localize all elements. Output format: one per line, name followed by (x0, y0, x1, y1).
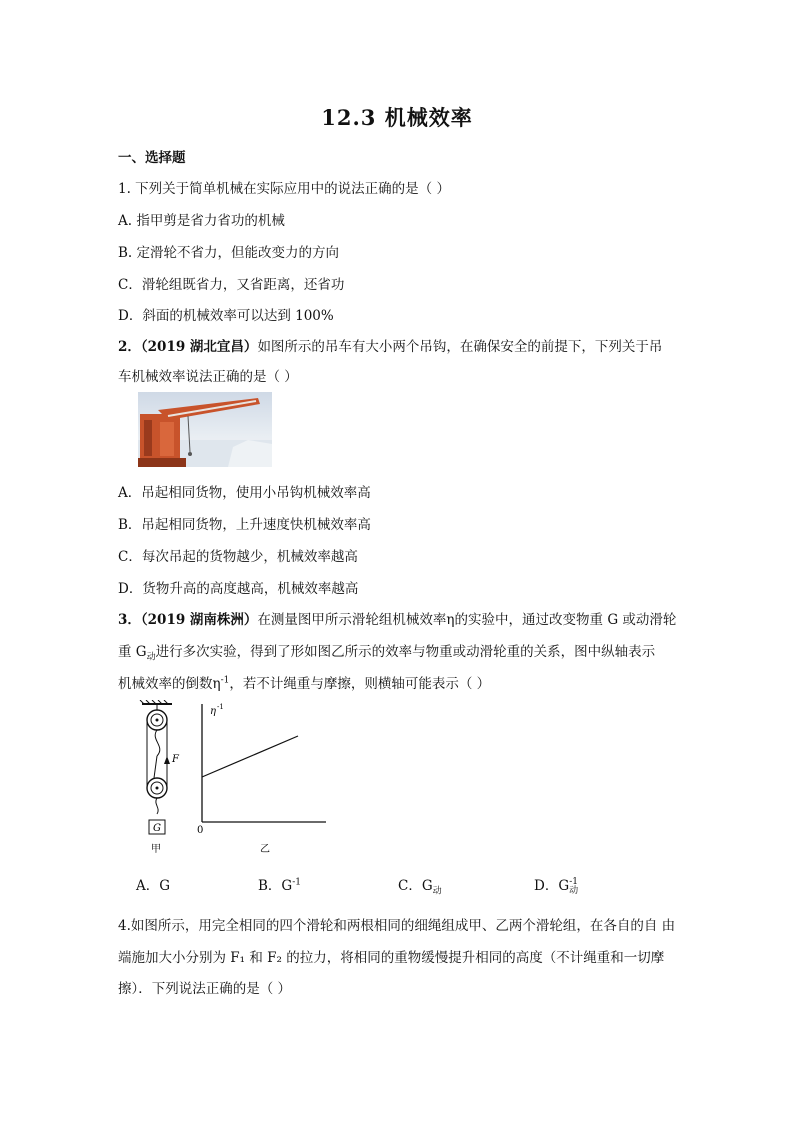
q3-stem-line3 (118, 672, 490, 692)
q3-line3-sup: -1 (220, 675, 230, 686)
q2-number: 2． (118, 339, 141, 355)
q1-option-d: D．斜面的机械效率可以达到 100% (118, 308, 334, 324)
efficiency-graph (197, 703, 326, 855)
q2-stem-text: 如图所示的吊车有大小两个吊钩，在确保安全的前提下，下列关于吊 (257, 339, 663, 355)
q3-option-c-sub: 动 (432, 886, 442, 897)
q3-option-d-sub: 动 (569, 885, 579, 896)
q3-option-d-sup: -1 (569, 876, 578, 887)
q4-line2: 端施加大小分别为 F₁ 和 F₂ 的拉力，将相同的重物缓慢提升相同的高度（不计绳重和一切摩 (118, 950, 665, 966)
q1-option-a: A. 指甲剪是省力省功的机械 (118, 213, 285, 229)
q2-stem-line2: 车机械效率说法正确的是（ ） (118, 369, 298, 385)
q3-stem-text: 在测量图甲所示滑轮组机械效率η的实验中，通过改变物重 G 或动滑轮 (257, 612, 677, 628)
q3-option-c-base: C．G (398, 878, 433, 894)
section-heading: 一、选择题 (118, 150, 186, 166)
q2-option-c: C．每次吊起的货物越少，机械效率越高 (118, 549, 358, 565)
q1-option-b: B. 定滑轮不省力，但能改变力的方向 (118, 245, 340, 261)
page-title: 12.3 机械效率 (321, 105, 473, 130)
y-axis-label: η (210, 706, 216, 717)
q3-figures (136, 700, 336, 864)
q2-stem-line1 (118, 335, 662, 355)
figure-jia-label: 甲 (151, 844, 161, 855)
q3-option-b-sup: -1 (292, 877, 301, 888)
weight-label: G (153, 823, 161, 834)
crane-photo (138, 392, 272, 467)
q3-option-a: A．G (136, 878, 171, 894)
q4-line3: 擦）．下列说法正确的是（ ） (118, 981, 292, 997)
q4-line1: 4.如图所示，用完全相同的四个滑轮和两根相同的细绳组成甲、乙两个滑轮组，在各自的自 由 (118, 918, 676, 934)
q3-line2-start: 重 G (118, 644, 147, 660)
q2-option-a: A．吊起相同货物，使用小吊钩机械效率高 (118, 485, 371, 501)
q3-line3-end: ，若不计绳重与摩擦，则横轴可能表示（ ） (229, 676, 491, 692)
q3-line2-sub: 动 (146, 652, 156, 663)
q3-option-d-base: D．G (534, 878, 570, 894)
q3-line3-start: 机械效率的倒数η (118, 676, 221, 692)
q3-number: 3． (118, 612, 141, 628)
figure-yi-label: 乙 (260, 844, 270, 855)
q3-option-b (258, 874, 301, 894)
q1-stem: 1. 下列关于简单机械在实际应用中的说法正确的是（ ） (118, 181, 450, 197)
q3-line2-end: 进行多次实验，得到了形如图乙所示的效率与物重或动滑轮重的关系，图中纵轴表示 (155, 644, 656, 660)
origin-label: 0 (197, 825, 204, 836)
q2-source: （2019 湖北宜昌） (140, 339, 258, 355)
q3-stem-line1 (118, 608, 676, 628)
q2-option-d: D．货物升高的高度越高，机械效率越高 (118, 581, 359, 597)
q3-source: （2019 湖南株洲） (140, 612, 258, 628)
q3-stem-line2 (118, 640, 655, 663)
q3-option-b-base: B．G (258, 878, 293, 894)
q1-option-c: C．滑轮组既省力，又省距离，还省功 (118, 277, 345, 293)
pulley-system-diagram (140, 700, 180, 855)
q2-option-b: B．吊起相同货物，上升速度快机械效率高 (118, 517, 371, 533)
q3-option-d (534, 874, 578, 896)
force-label: F (172, 754, 179, 765)
y-axis-sup: -1 (217, 703, 224, 711)
q3-option-c (398, 874, 442, 897)
